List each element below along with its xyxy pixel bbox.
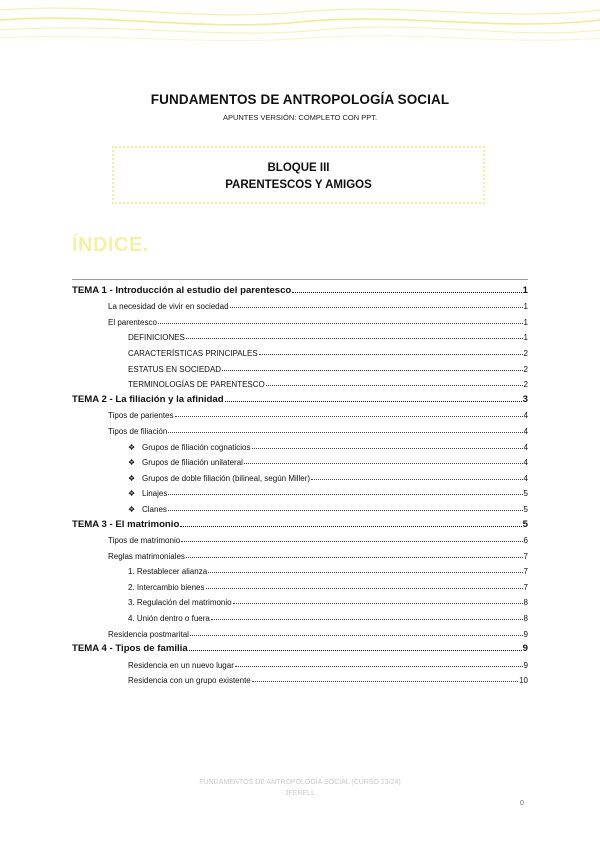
toc-dot-leader — [181, 540, 522, 542]
toc-dot-leader — [225, 400, 522, 402]
toc-dot-leader — [252, 680, 518, 682]
toc-page-number: 4 — [523, 411, 528, 421]
toc-entry[interactable] — [72, 374, 528, 390]
toc-page-number: 2 — [523, 348, 528, 358]
toc-entry-text: Residencia en un nuevo lugar — [128, 660, 234, 670]
toc-dot-leader — [252, 447, 523, 449]
toc-dot-leader — [208, 571, 522, 573]
toc-page-number: 5 — [523, 504, 528, 514]
toc-entry-label — [128, 365, 221, 374]
toc-page-number: 9 — [523, 660, 528, 670]
diamond-bullet-icon: ❖ — [128, 504, 136, 514]
toc-entry[interactable] — [72, 576, 528, 592]
toc-page-number: 5 — [523, 489, 528, 499]
toc-entry[interactable] — [72, 607, 528, 623]
toc-page-number: 1 — [523, 333, 528, 343]
toc-page-number: 9 — [522, 643, 528, 655]
toc-entry-text: Grupos de filiación unilateral — [142, 458, 243, 468]
bloque-box — [112, 146, 485, 204]
toc-dot-leader — [311, 478, 522, 480]
toc-entry-label — [128, 567, 207, 576]
toc-dot-leader — [211, 618, 523, 620]
toc-entry-text: Tipos de matrimonio — [108, 536, 181, 546]
toc-entry-text: El parentesco — [108, 317, 157, 327]
toc-entry-label — [108, 552, 185, 561]
toc-entry-label — [128, 676, 251, 685]
toc-entry-label — [128, 380, 265, 389]
toc-page-number: 9 — [523, 629, 528, 639]
toc-entry[interactable] — [72, 498, 528, 514]
toc-entry-label — [128, 443, 251, 452]
toc-entry-label — [72, 519, 179, 530]
toc-page-number: 8 — [523, 598, 528, 608]
toc-entry-text: Linajes — [142, 489, 168, 499]
toc-dot-leader — [259, 353, 523, 355]
decorative-wave-header — [0, 0, 600, 50]
toc-entry-label — [128, 661, 234, 670]
toc-dot-leader — [190, 634, 523, 636]
diamond-bullet-icon: ❖ — [128, 458, 136, 468]
toc-chapter-entry[interactable] — [72, 514, 528, 530]
toc-dot-leader — [189, 649, 522, 651]
toc-entry[interactable] — [72, 342, 528, 358]
toc-entry[interactable] — [72, 623, 528, 639]
toc-entry[interactable] — [72, 420, 528, 436]
toc-page-number: 6 — [523, 536, 528, 546]
bloque-number: BLOQUE III — [267, 162, 330, 174]
toc-entry-text: TEMA 2 - La filiación y la afinidad — [72, 393, 224, 405]
toc-page-number: 4 — [523, 442, 528, 452]
toc-entry-text: Tipos de filiación — [108, 426, 168, 436]
toc-entry[interactable] — [72, 561, 528, 577]
toc-entry-text: ESTATUS EN SOCIEDAD — [128, 364, 222, 374]
toc-entry[interactable] — [72, 327, 528, 343]
toc-page-number: 7 — [523, 551, 528, 561]
toc-dot-leader — [158, 322, 523, 324]
toc-page-number: 10 — [519, 676, 528, 686]
document-title: FUNDAMENTOS DE ANTROPOLOGÍA SOCIAL — [150, 92, 450, 107]
toc-page-number: 3 — [522, 393, 528, 405]
toc-dot-leader — [175, 415, 523, 417]
toc-entry-label — [128, 598, 232, 607]
toc-dot-leader — [206, 587, 523, 589]
toc-entry-text: TEMA 3 - El matrimonio — [72, 518, 180, 530]
toc-entry-text: 1. Restablecer alianza — [128, 567, 208, 577]
toc-entry-text: La necesidad de vivir en sociedad — [108, 302, 229, 312]
toc-entry-label — [72, 285, 291, 296]
toc-entry-text: DEFINICIONES — [128, 333, 185, 343]
toc-entry-text: 4. Unión dentro o fuera — [128, 614, 210, 624]
toc-entry-text: Grupos de doble filiación (bilineal, según Miller) — [142, 473, 311, 483]
diamond-bullet-icon: ❖ — [128, 473, 136, 483]
toc-entry-text: TEMA 1 - Introducción al estudio del parentesco — [72, 284, 292, 296]
toc-entry-label — [128, 489, 167, 498]
toc-dot-leader — [222, 369, 522, 371]
toc-page-number: 4 — [523, 458, 528, 468]
toc-entry-label — [108, 427, 167, 436]
toc-entry[interactable] — [72, 670, 528, 686]
toc-dot-leader — [168, 509, 523, 511]
toc-chapter-entry[interactable] — [72, 280, 528, 296]
toc-entry-label — [128, 333, 185, 342]
toc-entry[interactable] — [72, 483, 528, 499]
toc-entry-label — [128, 614, 210, 623]
toc-entry[interactable] — [72, 592, 528, 608]
toc-entry[interactable] — [72, 311, 528, 327]
toc-entry-text: TERMINOLOGÍAS DE PARENTESCO — [128, 380, 265, 390]
toc-dot-leader — [235, 665, 523, 667]
document-subtitle: APUNTES VERSIÓN: COMPLETO CON PPT. — [222, 113, 378, 122]
toc-entry[interactable] — [72, 452, 528, 468]
toc-entry[interactable] — [72, 436, 528, 452]
toc-entry-label — [72, 643, 188, 654]
toc-entry-label — [128, 349, 258, 358]
footer-author: JFERELL — [285, 790, 315, 797]
toc-entry-label — [108, 411, 174, 420]
toc-entry-label — [108, 536, 180, 545]
toc-page-number: 1 — [522, 284, 528, 296]
toc-chapter-entry[interactable] — [72, 639, 528, 655]
toc-page-number: 5 — [522, 518, 528, 530]
toc-entry-label — [108, 318, 157, 327]
toc-dot-leader — [186, 556, 523, 558]
toc-entry-label — [108, 630, 189, 639]
toc-entry-text: TEMA 4 - Tipos de familia — [72, 643, 188, 655]
toc-entry-text: 3. Regulación del matrimonio — [128, 598, 232, 608]
footer-course: FUNDAMENTOS DE ANTROPOLOGÍA SOCIAL (CURSO 23/24) — [199, 779, 401, 786]
toc-dot-leader — [168, 431, 522, 433]
toc-entry[interactable] — [72, 530, 528, 546]
toc-entry[interactable] — [72, 545, 528, 561]
toc-dot-leader — [168, 493, 522, 495]
toc-entry-label — [128, 458, 243, 467]
toc-entry-text: 2. Intercambio bienes — [128, 582, 205, 592]
toc-page-number: 2 — [523, 380, 528, 390]
page-footer — [0, 777, 600, 799]
toc-page-number: 7 — [523, 567, 528, 577]
toc-entry-label — [108, 302, 229, 311]
toc-page-number: 4 — [523, 426, 528, 436]
toc-dot-leader — [244, 462, 523, 464]
toc-entry[interactable] — [72, 296, 528, 312]
toc-entry-text: Tipos de parientes — [108, 411, 174, 421]
toc-page-number: 4 — [523, 473, 528, 483]
toc-entry-label — [128, 505, 167, 514]
toc-entry-label — [128, 474, 310, 483]
toc-entry[interactable] — [72, 467, 528, 483]
toc-page-number: 1 — [523, 302, 528, 312]
toc-dot-leader — [230, 306, 523, 308]
page-number: 0 — [520, 800, 524, 807]
toc-entry-label — [128, 583, 205, 592]
diamond-bullet-icon: ❖ — [128, 489, 136, 499]
toc-entry-text: Residencia con un grupo existente — [128, 676, 251, 686]
toc-entry[interactable] — [72, 358, 528, 374]
toc-dot-leader — [292, 291, 521, 293]
toc-entry-label — [72, 394, 224, 405]
toc-entry[interactable] — [72, 405, 528, 421]
index-heading: ÍNDICE. — [72, 234, 149, 256]
toc-dot-leader — [266, 384, 523, 386]
toc-page-number: 2 — [523, 364, 528, 374]
toc-entry-text: CARACTERÍSTICAS PRINCIPALES — [128, 348, 258, 358]
toc-page-number: 7 — [523, 582, 528, 592]
toc-page-number: 1 — [523, 317, 528, 327]
toc-entry-text: Grupos de filiación cognaticios — [142, 442, 251, 452]
toc-entry-text: Residencia postmarital — [108, 629, 189, 639]
toc-entry[interactable] — [72, 654, 528, 670]
toc-entry-text: Reglas matrimoniales — [108, 551, 185, 561]
toc-dot-leader — [180, 525, 521, 527]
toc-page-number: 8 — [523, 614, 528, 624]
toc-entry-text: Clanes — [142, 504, 167, 514]
toc-chapter-entry[interactable] — [72, 389, 528, 405]
diamond-bullet-icon: ❖ — [128, 442, 136, 452]
toc-dot-leader — [186, 337, 523, 339]
table-of-contents — [72, 279, 528, 685]
bloque-title: PARENTESCOS Y AMIGOS — [225, 179, 372, 191]
toc-dot-leader — [233, 602, 523, 604]
